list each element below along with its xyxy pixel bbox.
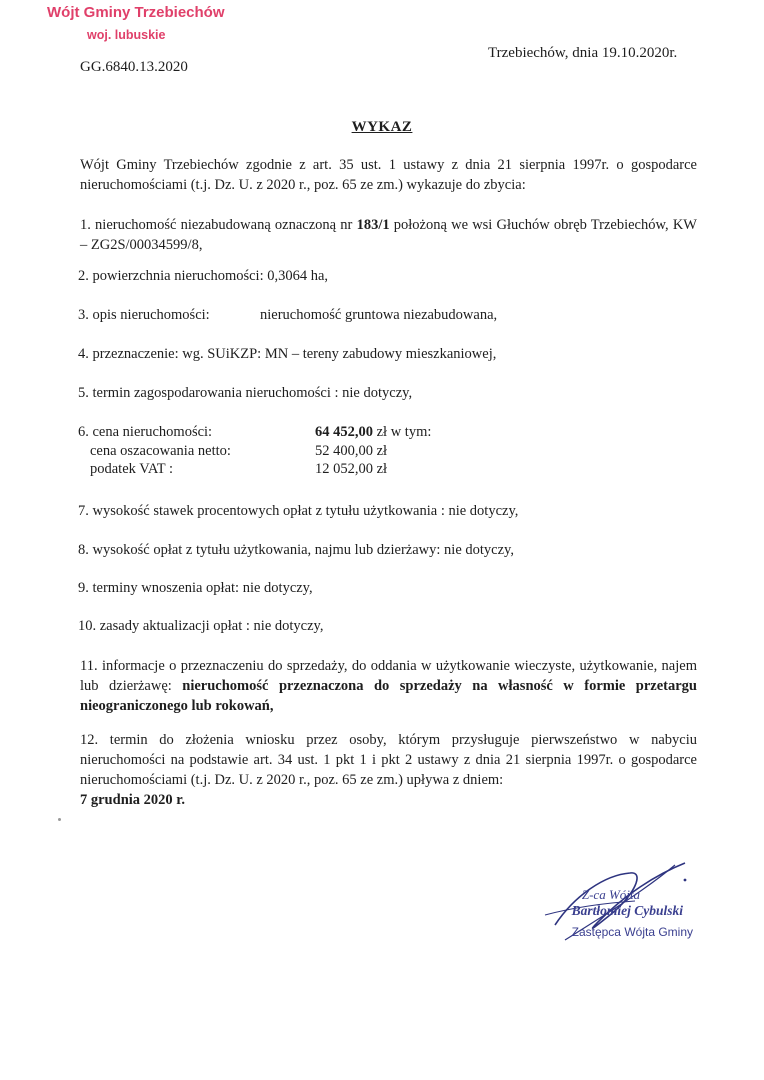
- item-1-text-pre: 1. nieruchomość niezabudowaną oznaczoną nr: [80, 217, 357, 233]
- intro-paragraph: Wójt Gminy Trzebiechów zgodnie z art. 35 ust. 1 ustawy z dnia 21 sierpnia 1997r. o gospodarce nieruchomościami (t.j. Dz. U. z 2020 r., poz. 65 ze zm.) wykazuje do zbycia:: [80, 157, 697, 193]
- reference-number: GG.6840.13.2020: [80, 59, 188, 75]
- document-title: WYKAZ: [351, 119, 413, 135]
- item-11: [80, 656, 697, 716]
- net-price-row: [78, 443, 498, 462]
- vat-row: [78, 461, 498, 480]
- item-6-price-block: [78, 424, 498, 480]
- item-11-bold-text: nieruchomość przeznaczona do sprzedaży na własność w formie przetargu nieograniczonego lub rokowań,: [80, 678, 697, 714]
- signature-title: Z-ca Wójta: [581, 887, 640, 902]
- item-11-text: 11. informacje o przeznaczeniu do sprzedaży, do oddania w użytkowanie wieczyste, użytkowanie, najem lub dzierżawę:: [80, 658, 697, 694]
- item-3: [78, 307, 498, 324]
- item-4: 4. przeznaczenie: wg. SUiKZP: MN – tereny zabudowy mieszkaniowej,: [78, 346, 497, 362]
- price-amount: 64 452,00: [315, 424, 373, 440]
- item-10: 10. zasady aktualizacji opłat : nie dotyczy,: [78, 618, 324, 634]
- item-5: 5. termin zagospodarowania nieruchomości : nie dotyczy,: [78, 385, 413, 401]
- stamp-region: woj. lubuskie: [87, 28, 166, 42]
- signature-position: Zastępca Wójta Gminy: [571, 925, 693, 939]
- item-9: 9. terminy wnoszenia opłat: nie dotyczy,: [78, 580, 313, 596]
- item-12: [80, 730, 697, 810]
- item-1: [80, 215, 697, 255]
- item-12-text: 12. termin do złożenia wniosku przez osoby, którym przysługuje pierwszeństwo w nabyciu nieruchomości na podstawie art. 34 ust. 1 pkt 1 i pkt 2 ustawy z dnia 21 sierpnia 1997r. o gospodarce nieruchomościami (t.j. Dz. U. z 2020 r., poz. 65 ze zm.) upływa z dniem:: [80, 732, 697, 788]
- item-7: 7. wysokość stawek procentowych opłat z tytułu użytkowania : nie dotyczy,: [78, 503, 519, 519]
- vat-label: podatek VAT :: [90, 461, 173, 477]
- price-row: [78, 424, 498, 443]
- item-8: 8. wysokość opłat z tytułu użytkowania, najmu lub dzierżawy: nie dotyczy,: [78, 542, 514, 558]
- item-3-value: nieruchomość gruntowa niezabudowana,: [260, 307, 498, 323]
- net-price-value: 52 400,00 zł: [315, 442, 388, 459]
- signature-name: Bartłomiej Cybulski: [571, 903, 683, 918]
- price-value: [315, 424, 431, 441]
- place-and-date: Trzebiechów, dnia 19.10.2020r.: [488, 45, 678, 61]
- item-12-deadline-date: 7 grudnia 2020 r.: [80, 792, 186, 808]
- item-3-label: 3. opis nieruchomości:: [78, 307, 210, 323]
- net-price-label: cena oszacowania netto:: [90, 442, 231, 459]
- item-2: 2. powierzchnia nieruchomości: 0,3064 ha,: [78, 268, 329, 284]
- signature-block: [535, 855, 735, 965]
- price-label: 6. cena nieruchomości:: [78, 424, 213, 440]
- item-1-text-post: położoną we wsi Głuchów obręb Trzebiechów, KW – ZG2S/00034599/8,: [80, 217, 697, 253]
- stamp-office-name: Wójt Gminy Trzebiechów: [47, 4, 225, 21]
- price-suffix: zł w tym:: [373, 424, 432, 440]
- item-1-plot-number: 183/1: [356, 217, 390, 233]
- vat-value: 12 052,00 zł: [315, 461, 388, 477]
- scan-speck: [58, 818, 61, 821]
